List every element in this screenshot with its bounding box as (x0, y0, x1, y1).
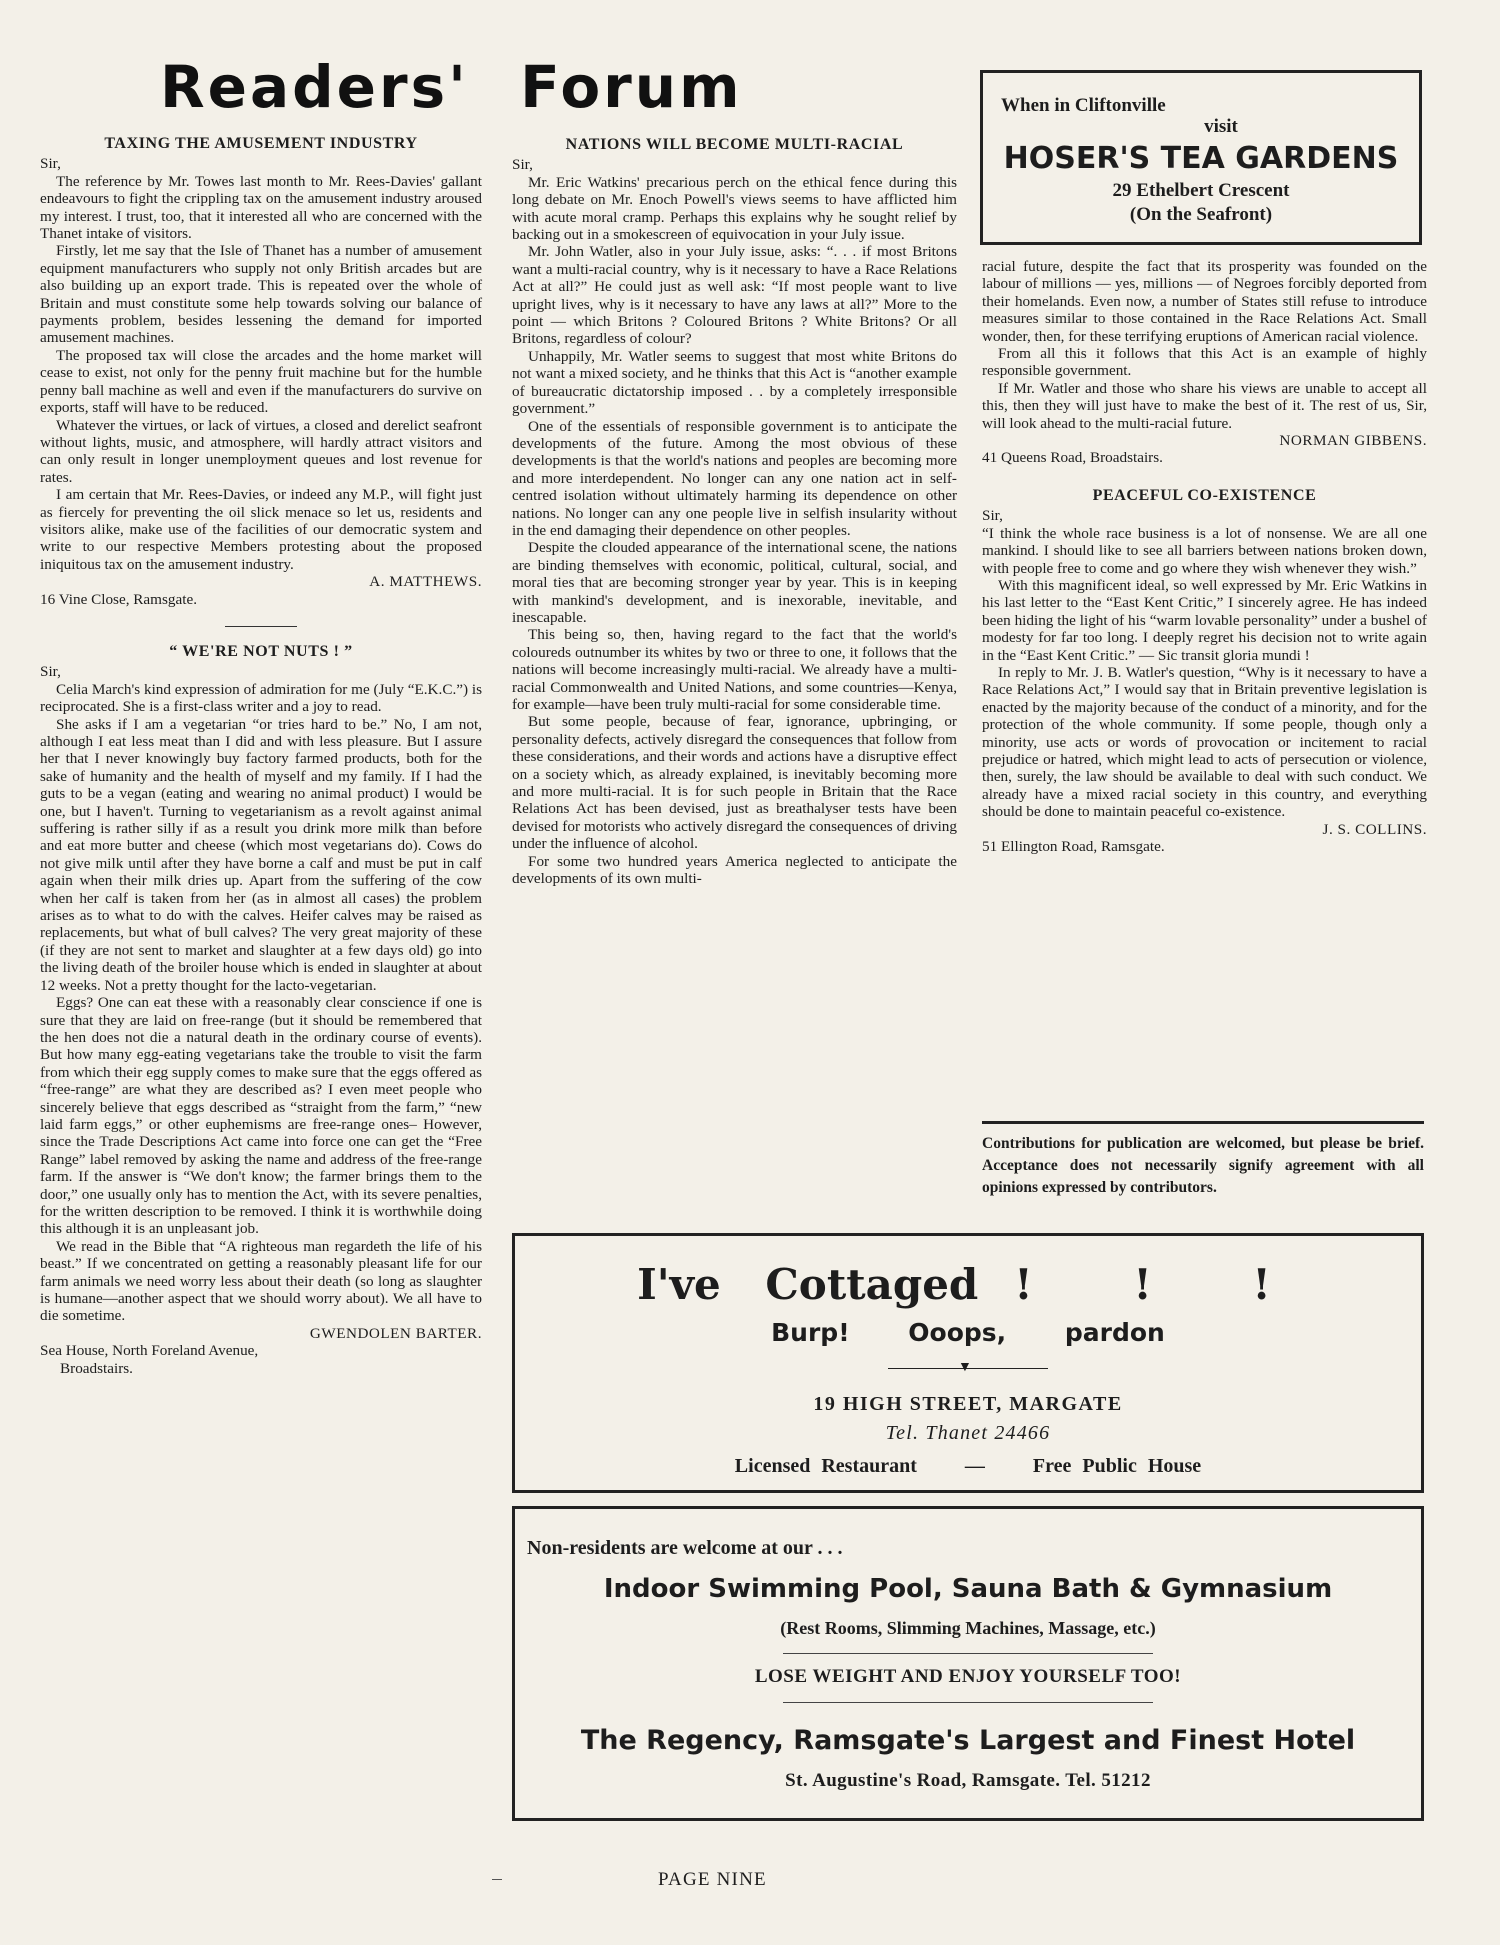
ad-title: I've Cottaged (637, 1260, 979, 1309)
ad-phone: Tel. Thanet 24466 (885, 1422, 1051, 1444)
letter-paragraph: Celia March's kind expression of admiration for me (July “E.K.C.”) is reciprocated. She is a first-class writer and a joy to read. (40, 680, 482, 716)
letter-paragraph: Eggs? One can eat these with a reasonably clear conscience if one is sure that they are laid on free-range (but it should be remembered that the hen does not die a natural death in the ordinary course of events). But how many egg-eating vegetarians take the trouble to visit the farm from which their egg supply comes to make sure that the eggs offered as “free-range” are what they are described as? I even meet people who sincerely believe that eggs described as “straight from the farm,” “new laid farm eggs,” or other euphemisms are free-range ones– However, since the Trade Descriptions Act came into force one can get the “Free Range” label removed by asking the name and address of the free-range farm. If the answer is “We don't know; the farmer brings them to the door,” one usually only has to mention the Act, with its severe penalties, for the written description to be removed. I think it is worthwhile doing this although it is an unpleasant job. (40, 994, 482, 1238)
letter-signature: J. S. COLLINS. (1322, 820, 1427, 838)
ad-note: (On the Seafront) (1129, 204, 1273, 225)
letter-signature: GWENDOLEN BARTER. (309, 1324, 482, 1342)
ad-address: St. Augustine's Road, Ramsgate. Tel. 51212 (785, 1770, 1151, 1791)
letter-paragraph: For some two hundred years America neglected to anticipate the developments of its own multi- (512, 852, 957, 888)
ad-divider (783, 1702, 1153, 1703)
letter-heading: NATIONS WILL BECOME MULTI-RACIAL (565, 136, 904, 153)
salutation: Sir, (982, 507, 1003, 525)
ad-divider (783, 1653, 1153, 1654)
ad-line: When in Cliftonville (1001, 95, 1166, 116)
letter-paragraph: racial future, despite the fact that its prosperity was founded on the labour of millions — yes, millions — of Negroes forcibly deported from their homelands. Even now, a number of States still refuse to introduce measures similar to those contained in the Race Relations Act. Small wonder, then, for these terrifying eruptions of American racial violence. (982, 258, 1427, 345)
ad-dash: — (964, 1455, 985, 1477)
letter-signature: A. MATTHEWS. (369, 573, 482, 591)
letter-paragraph: Despite the clouded appearance of the international scene, the nations are binding themselves with economic, political, cultural, social, and moral ties that are becoming stronger year by year. This is in keeping with mankind's development, and is inexorable, inevitable, and inescapable. (512, 539, 957, 626)
ad-slogan: LOSE WEIGHT AND ENJOY YOURSELF TOO! (754, 1666, 1182, 1687)
letter-address: Broadstairs. (60, 1359, 133, 1377)
letter-address: 51 Ellington Road, Ramsgate. (982, 838, 1165, 855)
column-middle (512, 136, 957, 887)
letter-paragraph: Mr. John Watler, also in your July issue, asks: “. . . if most Britons want a multi-racial country, why is it necessary to have a Race Relations Act at all?” He could just as well ask: “If most people want to live upright lives, why is it necessary to have any laws at all?” More to the point — which Britons ? Coloured Britons ? White Britons? Or all Britons, regardless of colour? (512, 243, 957, 348)
triangle-down-icon: ▼ (958, 1360, 972, 1375)
divider-line (982, 1121, 1424, 1124)
page-number: PAGE NINE (658, 1869, 767, 1890)
letter-paragraph: Mr. Eric Watkins' precarious perch on the ethical fence during this long debate on Mr. Enoch Powell's views seems to have afflicted him with acute moral cramp. Perhaps this explains why he sought relief by backing out in a smokescreen of equivocation in your July issue. (512, 173, 957, 244)
contributions-notice: Contributions for publication are welcomed, but please be brief. Acceptance does not necessarily signify agreement with all opinions expressed by contributors. (982, 1135, 1424, 1196)
page-mark (492, 1879, 502, 1880)
letter-heading: TAXING THE AMUSEMENT INDUSTRY (104, 135, 418, 152)
ad-hotel-name: The Regency, Ramsgate's Largest and Finest Hotel (580, 1725, 1356, 1756)
letter-paragraph: This being so, then, having regard to the fact that the world's coloureds outnumber its whites by two or three to one, it follows that the nations will become increasingly multi-racial. We already have a multi-racial Commonwealth and United Nations, and some countries—Kenya, for example—have been truly multi-racial for some considerable time. (512, 626, 957, 713)
letter-address: 16 Vine Close, Ramsgate. (40, 590, 197, 608)
section-divider (225, 626, 297, 627)
ad-intro: Non-residents are welcome at our . . . (527, 1537, 843, 1559)
salutation: Sir, (40, 663, 61, 681)
letter-paragraph: From all this it follows that this Act is an example of highly responsible government. (982, 345, 1427, 380)
letter-paragraph: But some people, because of fear, ignorance, upbringing, or personality defects, actively disregard the consequences that follow from these considerations, and their words and actions have a disruptive effect on a society which, as already explained, is inevitably becoming more and more multi-racial. It is for such people in Britain that the Race Relations Act has been devised, just as breathalyser tests have been devised for motorists who actively disregard the consequences of driving under the influence of alcohol. (512, 713, 957, 853)
ad-business-name: HOSER'S TEA GARDENS (1003, 141, 1399, 176)
ad-headline: Indoor Swimming Pool, Sauna Bath & Gymnasium (603, 1574, 1333, 1604)
ad-address: 29 Ethelbert Crescent (1112, 180, 1290, 201)
letter-paragraph: Whatever the virtues, or lack of virtues, a closed and derelict seafront without lights, music, and atmosphere, will hardly attract visitors and can only result in longer unemployment queues and lost revenue for rates. (40, 416, 482, 486)
ad-subline: (Rest Rooms, Slimming Machines, Massage, etc.) (780, 1618, 1156, 1638)
ad-line: visit (1204, 116, 1238, 137)
letter-heading: “ WE'RE NOT NUTS ! ” (169, 642, 353, 660)
letter-address: 41 Queens Road, Broadstairs. (982, 449, 1163, 467)
letter-quote: “I think the whole race business is a lot of nonsense. We are all one mankind. I should like to see all barriers between nations broken down, with people free to come and go where they wish whenever they wish.” (982, 524, 1427, 577)
ad-exclaim: ! ! ! (1014, 1260, 1299, 1309)
letter-heading: PEACEFUL CO-EXISTENCE (1092, 486, 1317, 504)
letter-paragraph: With this magnificent ideal, so well expressed by Mr. Eric Watkins in his last letter to the “East Kent Critic,” I sincerely agree. He has indeed been hiding the light of his “warm lovable personality” under a bushel of modesty for far too long. I deeply regret his decision not to write again in the “East Kent Critic.” — Sic transit gloria mundi ! (982, 576, 1427, 664)
ad-address: 19 HIGH STREET, MARGATE (813, 1393, 1123, 1415)
column-left (40, 135, 482, 1377)
masthead-title: Readers' Forum (160, 53, 743, 121)
salutation: Sir, (40, 155, 61, 173)
ad-service-left: Licensed Restaurant (734, 1455, 917, 1477)
letter-paragraph: She asks if I am a vegetarian “or tries hard to be.” No, I am not, although I eat less meat than I did and with less pleasure. But I assure her that I never knowingly buy factory farmed products, both for the sake of humanity and the health of myself and my family. If I had the guts to be a vegan (eating and wearing no animal product) I would be one, but I haven't. Turning to vegetarianism as a revolt against animal suffering is rather silly if as a result you drink more milk than before and eat more butter and cheese (which most vegetarians do). Cows do not give milk until after they have borne a calf and must be put in calf again when their milk dries up. Apart from the suffering of the cow when her calf is taken from her (as in almost all cases) the problem arises as to what to do with the calves. Heifer calves may be raised as replacements, but what of bull calves? The very great majority of these (if they are not sent to market and slaughter at a few days old) go into the living death of the broiler house which is ended in slaughter at about 12 weeks. Not a pretty thought for the lacto-vegetarian. (40, 715, 482, 994)
regency-hotel-ad (512, 1506, 1424, 1821)
letter-paragraph: The proposed tax will close the arcades and the home market will cease to exist, not only for the penny fruit machine but for the humble penny ball machine as well and even if the manufacturers do survive on exports, staff will have to be reduced. (40, 346, 482, 417)
letter-paragraph: We read in the Bible that “A righteous man regardeth the life of his beast.” If we concentrated on getting a reasonably pleasant life for our farm animals we need worry less about their death (so long as slaughter is humane—another aspect that we should worry about). We all have to die sometime. (40, 1237, 482, 1325)
letter-paragraph: Unhappily, Mr. Watler seems to suggest that most white Britons do not want a mixed society, and he thinks that this Act is “another example of bureaucratic dictatorship imposed . . by a completely irresponsible government.” (512, 347, 957, 418)
letter-paragraph: In reply to Mr. J. B. Watler's question, “Why is it necessary to have a Race Relations Act,” I would say that in Britain preventive legislation is enacted by the majority because of the conduct of a minority, and for the protection of the whole community. If some people, though only a minority, use acts or words of provocation or incitement to racial prejudice or hatred, which might lead to acts of persecution or violence, then, surely, the law should be available to deal with such conduct. We already have a mixed racial society in this country, and everything should be done to maintain peaceful co-existence. (982, 663, 1427, 821)
cottaged-ad (512, 1233, 1424, 1493)
hoser-tea-gardens-ad (980, 70, 1422, 245)
ad-title-row (515, 1260, 1421, 1310)
letter-signature: NORMAN GIBBENS. (1279, 432, 1427, 450)
ad-services (515, 1455, 1421, 1478)
letter-paragraph: One of the essentials of responsible government is to anticipate the developments of the future. Among the most obvious of these developments is that the world's nations and peoples are becoming more and more interdependent. No longer can any one nation act in self-centred isolation without ultimately harming its dependence on other nations. No longer can any one people live in selfish insularity without in the end damaging their dependence on other peoples. (512, 417, 957, 539)
letter-paragraph: The reference by Mr. Towes last month to Mr. Rees-Davies' gallant endeavours to fight the crippling tax on the amusement industry aroused my interest. I trust, too, that it interested all who are concerned with the Thanet intake of visitors. (40, 172, 482, 243)
column-right (982, 258, 1427, 855)
ad-tagline: Burp! Ooops, pardon (771, 1318, 1165, 1347)
arrow-divider (888, 1360, 1048, 1381)
ad-service-right: Free Public House (1032, 1455, 1202, 1477)
letter-paragraph: If Mr. Watler and those who share his views are unable to accept all this, then they will just have to make the best of it. The rest of us, Sir, will look ahead to the multi-racial future. (982, 379, 1427, 432)
letter-address: Sea House, North Foreland Avenue, (40, 1342, 259, 1360)
letter-paragraph: Firstly, let me say that the Isle of Thanet has a number of amusement equipment manufacturers who supply not only British arcades but are also building up an export trade. This is repeated over the whole of Britain and must constitute some help towards solving our balance of payments problem, besides lessening the demand for imported amusement machines. (40, 242, 482, 347)
letter-paragraph: I am certain that Mr. Rees-Davies, or indeed any M.P., will fight just as fiercely for preventing the oil slick menace so let us, residents and visitors alike, make use of the facilities of our democratic system and write to our respective Members protesting about the proposed iniquitous tax on the amusement industry. (40, 486, 482, 573)
salutation: Sir, (512, 156, 533, 174)
